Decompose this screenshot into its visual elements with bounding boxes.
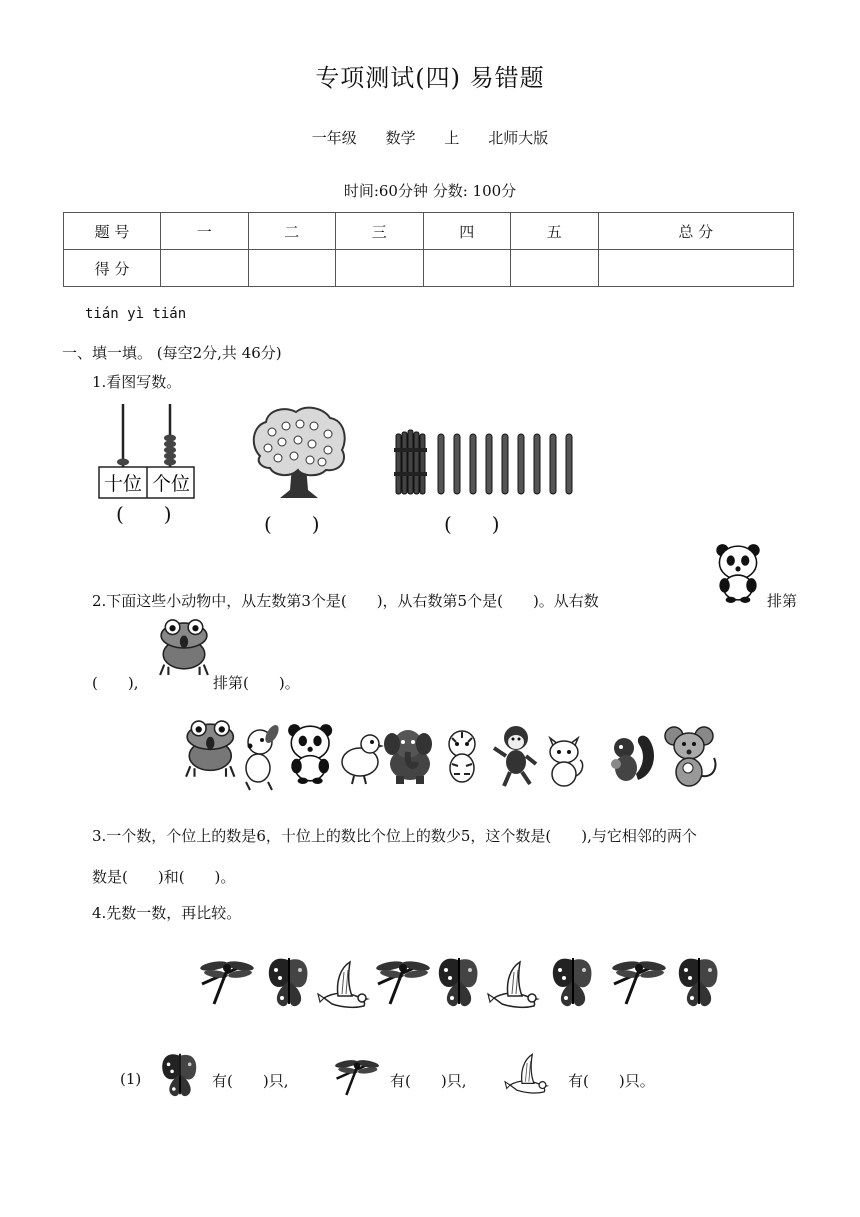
dragonfly-icon (612, 960, 667, 1004)
score-input-cell[interactable] (248, 250, 336, 287)
abacus-icon (98, 404, 196, 500)
score-table-score-row (64, 250, 794, 287)
score-cell: 三 (336, 213, 424, 250)
abacus-tens-label: 十位 (103, 474, 143, 495)
chick-icon (342, 735, 384, 784)
panda-icon (288, 724, 332, 784)
section-heading: 一、填一填。 (每空2分,共 46分) (62, 344, 282, 362)
dragonfly-count-blank[interactable]: 有( )只, (390, 1072, 467, 1090)
exam-meta (0, 127, 860, 148)
subject-label: 数学 (385, 129, 416, 147)
question-2-line-1: 2.下面这些小动物中，从左数第3个是( )，从右数第5个是( )。从右数 (92, 592, 599, 610)
score-input-cell[interactable] (598, 250, 794, 287)
score-cell: 总 分 (598, 213, 794, 250)
cat-icon (550, 738, 583, 786)
score-input-cell[interactable] (161, 250, 249, 287)
score-input-cell[interactable] (336, 250, 424, 287)
question-2-line-2-start[interactable]: ( ), (92, 674, 139, 692)
dog-icon (246, 723, 281, 790)
score-cell: 五 (511, 213, 599, 250)
dragonfly-icon (376, 960, 431, 1004)
answer-blank[interactable]: ( ) (444, 512, 500, 536)
insect-bird-row (194, 952, 734, 1016)
question-4-text: 4.先数一数，再比较。 (92, 904, 242, 922)
score-cell: 一 (161, 213, 249, 250)
dove-count-blank[interactable]: 有( )只。 (568, 1072, 655, 1090)
stick-bundle-icon (392, 428, 578, 498)
panda-icon (712, 542, 764, 604)
butterfly-icon (439, 958, 478, 1006)
animal-row (184, 714, 724, 792)
score-table (63, 212, 794, 287)
monkey-icon (494, 726, 536, 786)
dove-icon (505, 1050, 551, 1098)
time-score-line: 时间:60分钟 分数: 100分 (343, 182, 517, 200)
score-cell: 二 (248, 213, 336, 250)
score-input-cell[interactable] (423, 250, 511, 287)
edition-label: 北师大版 (488, 129, 549, 147)
score-cell: 四 (423, 213, 511, 250)
sub-question-1-label: (1) (120, 1070, 142, 1088)
abacus-ones-label: 个位 (151, 474, 191, 495)
question-2-line-1-tail: 排第 (767, 592, 798, 610)
grade-label: 一年级 (311, 129, 357, 147)
question-3-line-1[interactable]: 3.一个数，个位上的数是6，十位上的数比个位上的数少5，这个数是( ),与它相邻的两个 (92, 827, 697, 845)
dragonfly-icon (200, 960, 255, 1004)
frog-icon (186, 721, 234, 777)
butterfly-icon (158, 1050, 202, 1098)
frog-icon (158, 612, 210, 684)
butterfly-icon (679, 958, 718, 1006)
question-3-line-2[interactable]: 数是( )和( )。 (92, 868, 236, 886)
squirrel-icon (611, 736, 654, 781)
dove-icon (318, 962, 370, 1007)
elephant-icon (384, 730, 432, 784)
answer-blank[interactable]: ( ) (116, 502, 172, 526)
answer-blank[interactable]: ( ) (264, 512, 320, 536)
score-cell: 得 分 (64, 250, 161, 287)
butterfly-icon (269, 958, 308, 1006)
butterfly-count-blank[interactable]: 有( )只, (212, 1072, 289, 1090)
page-title: 专项测试(四) 易错题 (315, 64, 545, 92)
apple-tree-icon (250, 406, 348, 498)
volume-label: 上 (444, 129, 460, 147)
dove-icon (488, 962, 540, 1007)
question-2-line-2-end[interactable]: 排第( )。 (213, 674, 300, 692)
score-input-cell[interactable] (511, 250, 599, 287)
pinyin-annotation: tián yì tián (85, 306, 187, 322)
score-table-header-row (64, 213, 794, 250)
mouse-icon (665, 727, 716, 786)
butterfly-icon (553, 958, 592, 1006)
question-1-text: 1.看图写数。 (92, 373, 182, 391)
dragonfly-icon (330, 1054, 384, 1100)
tiger-icon (449, 731, 475, 782)
score-cell: 题 号 (64, 213, 161, 250)
